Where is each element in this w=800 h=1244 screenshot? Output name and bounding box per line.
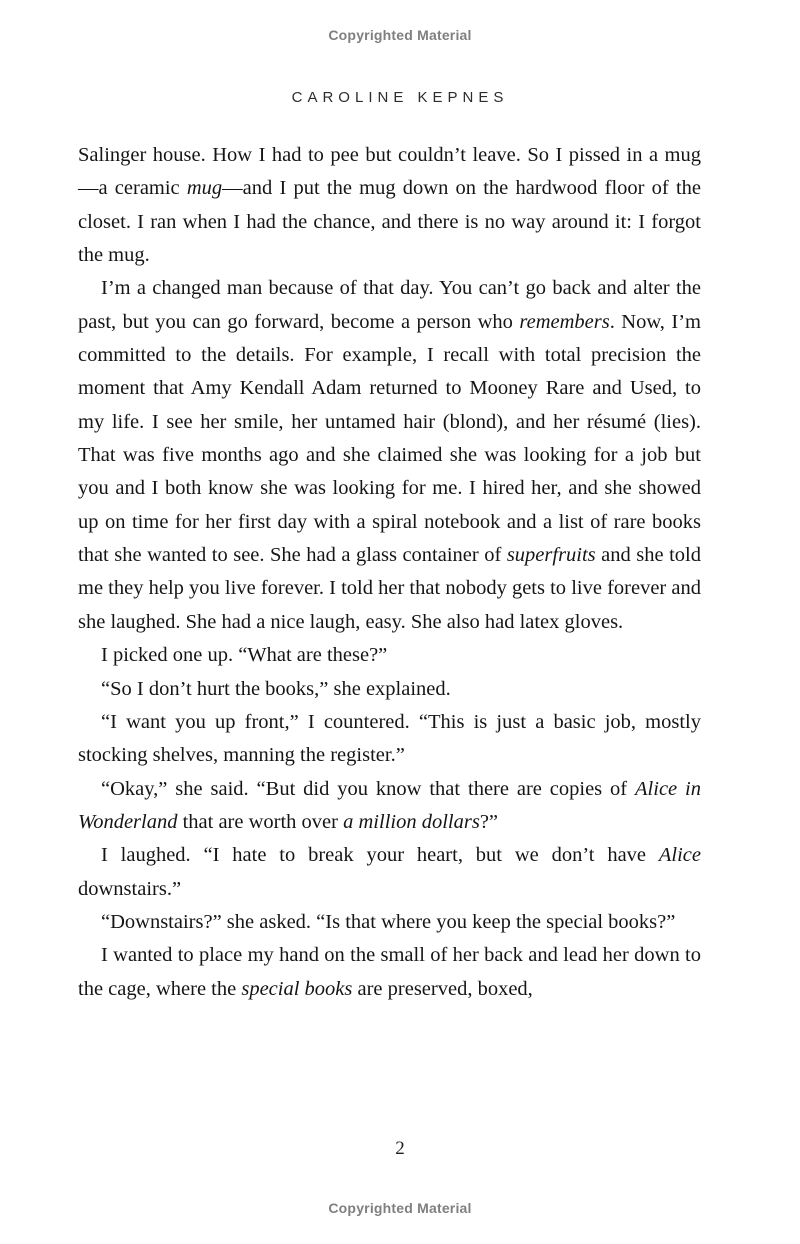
text-segment: “So I don’t hurt the books,” she explained. xyxy=(101,677,451,700)
text-segment: I laughed. “I hate to break your heart, but we don’t have xyxy=(101,844,659,867)
paragraph xyxy=(78,839,701,906)
text-segment: downstairs.” xyxy=(78,877,182,900)
text-segment: ?” xyxy=(479,810,499,833)
paragraph xyxy=(78,639,701,672)
paragraph xyxy=(78,673,701,706)
running-header-author: CAROLINE KEPNES xyxy=(291,89,509,106)
copyright-notice-bottom: Copyrighted Material xyxy=(328,1200,472,1216)
copyright-notice-top: Copyrighted Material xyxy=(328,27,472,43)
page-body xyxy=(78,139,701,1006)
italic-text-segment: mug xyxy=(186,177,223,200)
italic-text-segment: a million dollars xyxy=(343,810,480,833)
paragraph xyxy=(78,706,701,773)
paragraph xyxy=(78,906,701,939)
text-segment: I’m a changed man because of that day. You can’t go back and alter the past, but you can go forward, become a person who xyxy=(78,277,701,333)
text-segment: “Okay,” she said. “But did you know that there are copies of xyxy=(101,777,636,800)
paragraph xyxy=(78,939,701,1006)
page-number: 2 xyxy=(395,1138,405,1159)
italic-text-segment: remembers xyxy=(519,310,610,333)
text-segment: “I want you up front,” I countered. “This is just a basic job, mostly stocking shelves, manning the register.” xyxy=(78,710,701,767)
italic-text-segment: special books xyxy=(241,977,353,1000)
text-segment: . Now, I’m committed to the details. For example, I recall with total precision the moment that Amy Kendall Adam returned to Mooney Rare and Used, to my life. I see her smile, her untamed hair (blond), and her résumé (lies). That was five months ago and she claimed she was looking for a job but you and I both know she was looking for me. I hired her, and she showed up on time for her first day with a spiral notebook and a list of rare books that she wanted to see. She had a glass container of xyxy=(78,310,701,567)
paragraph xyxy=(78,139,701,272)
text-segment: “Downstairs?” she asked. “Is that where you keep the special books?” xyxy=(101,910,676,933)
text-segment: —and I put the mug down on the hardwood floor of the closet. I ran when I had the chance, and there is no way around it: I forgot the mug. xyxy=(78,177,701,267)
text-segment: are preserved, boxed, xyxy=(352,977,533,1000)
text-segment: I picked one up. “What are these?” xyxy=(101,644,388,667)
text-segment: Salinger house. How I had to pee but couldn’t leave. So I pissed in a mug—a ceramic xyxy=(78,144,701,200)
italic-text-segment: Alice in Wonderland xyxy=(78,777,701,833)
text-segment: that are worth over xyxy=(177,810,344,833)
text-segment: I wanted to place my hand on the small of her back and lead her down to the cage, where the xyxy=(78,944,701,1000)
paragraph xyxy=(78,773,701,840)
italic-text-segment: Alice xyxy=(658,844,701,867)
italic-text-segment: superfruits xyxy=(506,544,596,567)
text-segment: and she told me they help you live forever. I told her that nobody gets to live forever and she laughed. She had a nice laugh, easy. She also had latex gloves. xyxy=(78,544,701,633)
paragraph xyxy=(78,272,701,639)
